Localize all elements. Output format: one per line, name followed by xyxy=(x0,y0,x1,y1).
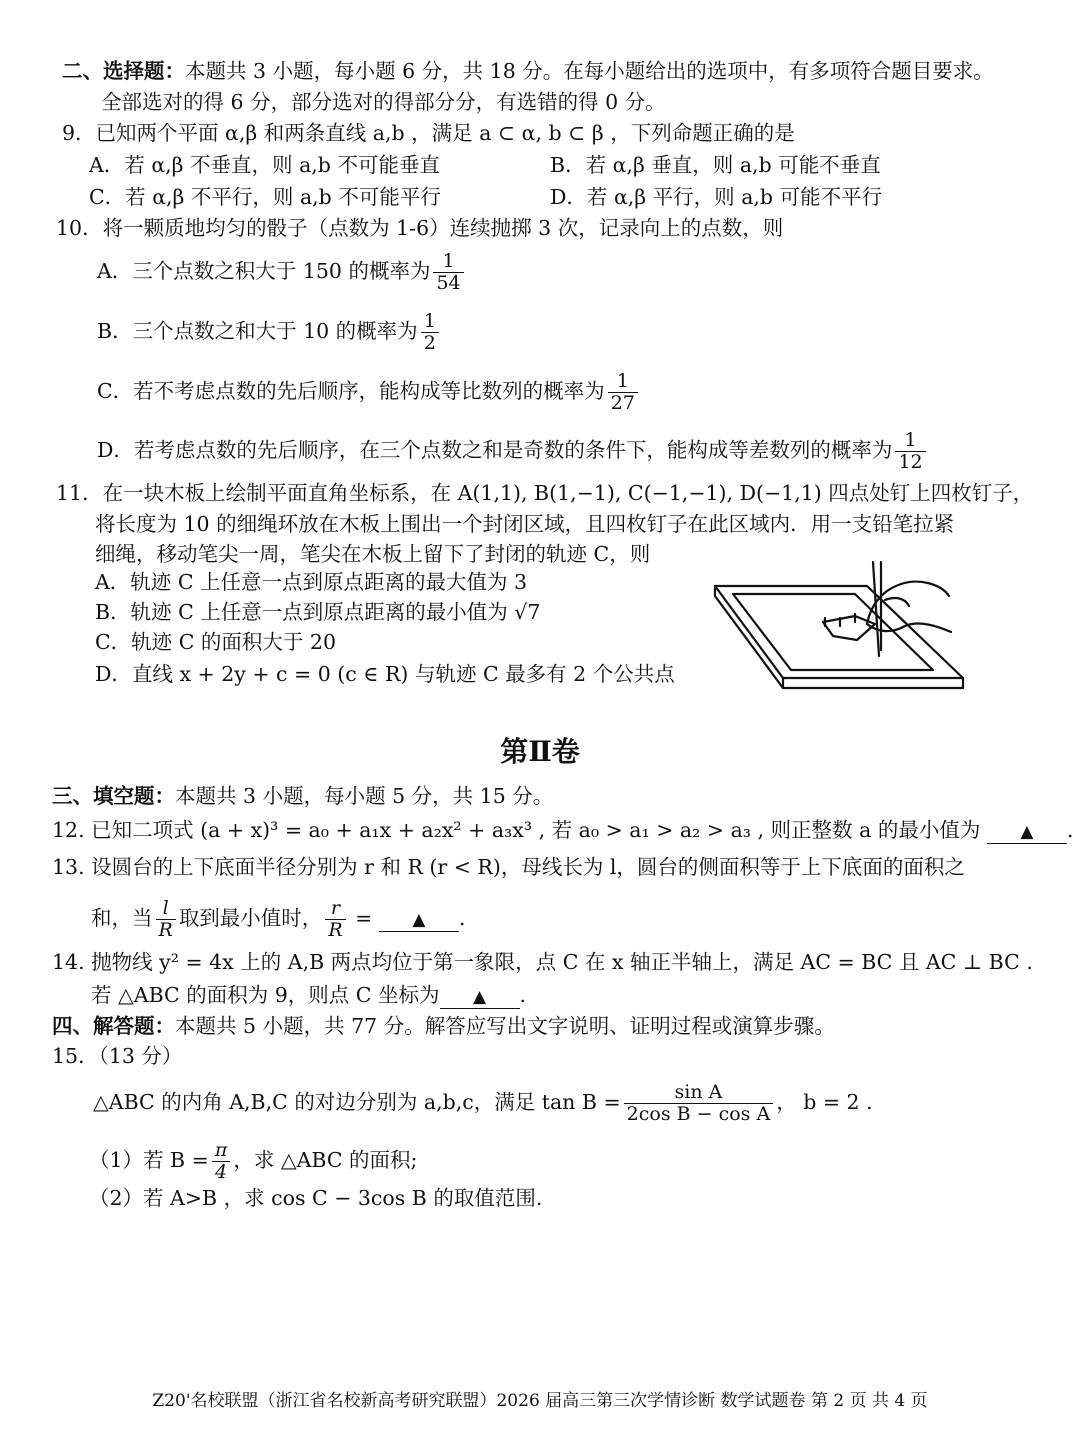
section-4-title: 四、解答题： xyxy=(52,1014,175,1038)
q12-end: . xyxy=(1066,818,1074,842)
fraction-denominator: 4 xyxy=(215,1161,228,1183)
fraction-denominator: R xyxy=(328,919,343,941)
q10-option-a-fraction xyxy=(433,251,463,294)
fraction-denominator: R xyxy=(158,919,173,941)
section-2-intro: 本题共 3 小题，每小题 6 分，共 18 分。在每小题给出的选项中，有多项符合题目要求。 xyxy=(185,59,994,83)
fraction-numerator: 1 xyxy=(421,311,439,333)
q9-stem: 9．已知两个平面 α,β 和两条直线 a,b ，满足 a ⊂ α, b ⊂ β ，下列命题正确的是 xyxy=(62,121,795,145)
fraction-numerator: 1 xyxy=(895,430,925,452)
q13-text-a: 和，当 xyxy=(91,906,153,930)
q10-stem: 10．将一颗质地均匀的骰子（点数为 1-6）连续抛掷 3 次，记录向上的点数，则 xyxy=(56,216,784,240)
fraction-numerator: π xyxy=(212,1140,231,1162)
q11-stem-3: 细绳，移动笔尖一周，笔尖在木板上留下了封闭的轨迹 C，则 xyxy=(95,542,651,566)
nail-string-trace xyxy=(823,614,875,640)
q13-line-1: 13. 设圆台的上下底面半径分别为 r 和 R (r < R)，母线长为 l，圆台的侧面积等于上下底面的面积之 xyxy=(52,855,965,879)
fraction-denominator: 27 xyxy=(610,392,635,414)
part-2-title: 第Ⅱ卷 xyxy=(500,735,580,768)
q10-option-c-fraction xyxy=(608,371,638,414)
q10-option-b xyxy=(97,311,442,354)
q13-text-b: 取到最小值时， xyxy=(178,906,323,930)
q10-option-a-text: A．三个点数之积大于 150 的概率为 xyxy=(97,259,431,283)
q10-option-b-fraction xyxy=(421,311,439,354)
section-3-title: 三、填空题： xyxy=(52,784,175,808)
fraction-denominator: 12 xyxy=(898,451,923,473)
q9-option-c: C．若 α,β 不平行，则 a,b 不可能平行 xyxy=(89,185,441,209)
q10-option-c xyxy=(97,371,641,414)
q11-option-d: D．直线 x + 2y + c = 0 (c ∈ R) 与轨迹 C 最多有 2 个公共点 xyxy=(95,662,675,686)
q13-equals: = xyxy=(355,906,373,930)
fraction-denominator: 2cos B − cos A xyxy=(626,1103,771,1125)
fraction-numerator: r xyxy=(325,898,345,920)
q11-option-b: B．轨迹 C 上任意一点到原点距离的最小值为 √7 xyxy=(95,600,541,624)
q13-line-2 xyxy=(91,898,465,941)
q12-answer-blank xyxy=(987,819,1067,844)
section-2-heading xyxy=(62,57,994,85)
q15-angle-fraction xyxy=(212,1140,231,1183)
q13-end: . xyxy=(458,906,466,930)
q10-option-d xyxy=(97,430,929,473)
blank-marker: ▲ xyxy=(472,987,487,1007)
q11-option-a: A．轨迹 C 上任意一点到原点距离的最大值为 3 xyxy=(95,570,528,594)
q15-stem-condition: ， b = 2 . xyxy=(776,1090,873,1114)
fraction-numerator: sin A xyxy=(624,1082,774,1104)
fraction-denominator: 2 xyxy=(423,332,436,354)
q15-stem-text: △ABC 的内角 A,B,C 的对边分别为 a,b,c，满足 tan B = xyxy=(93,1090,621,1114)
q10-option-a xyxy=(97,251,467,294)
pencil-hand xyxy=(867,562,951,656)
q11-stem-1: 11．在一块木板上绘制平面直角坐标系，在 A(1,1), B(1,−1), C(−1,−1), D(−1,1) 四点处钉上四枚钉子， xyxy=(56,481,1034,505)
q9-option-d: D．若 α,β 平行，则 a,b 可能不平行 xyxy=(550,185,883,209)
section-2-intro-2: 全部选对的得 6 分，部分选对的得部分分，有选错的得 0 分。 xyxy=(101,90,666,114)
q10-option-c-text: C．若不考虑点数的先后顺序，能构成等比数列的概率为 xyxy=(97,379,605,403)
q9-option-a: A．若 α,β 不垂直，则 a,b 不可能垂直 xyxy=(89,153,440,177)
q14-answer-blank xyxy=(440,984,520,1009)
q13-answer-blank xyxy=(379,907,459,932)
q15-part-1-text-b: ，求 △ABC 的面积; xyxy=(233,1148,418,1172)
q15-part-1-text-a: （1）若 B = xyxy=(89,1148,209,1172)
q10-option-d-fraction xyxy=(895,430,925,473)
q14-end: . xyxy=(519,983,527,1007)
q12 xyxy=(52,816,1073,844)
blank-marker: ▲ xyxy=(412,910,426,930)
q15-heading: 15．（13 分） xyxy=(52,1044,183,1068)
q15-part-1 xyxy=(89,1140,417,1183)
q12-text: 12. 已知二项式 (a + x)³ = a₀ + a₁x + a₂x² + a₃x³ , 若 a₀ > a₁ > a₂ > a₃ , 则正整数 a 的最小值为 xyxy=(52,818,981,842)
section-3-intro: 本题共 3 小题，每小题 5 分，共 15 分。 xyxy=(175,784,554,808)
page-footer: Z20'名校联盟（浙江省名校新高考研究联盟）2026 届高三第三次学情诊断 数学试题卷 第 2 页 共 4 页 xyxy=(152,1391,928,1411)
q11-stem-2: 将长度为 10 的细绳环放在木板上围出一个封闭区域，且四枚钉子在此区域内．用一支铅笔拉紧 xyxy=(95,512,955,536)
board-pencil-illustration xyxy=(705,560,975,708)
fraction-numerator: l xyxy=(156,898,176,920)
q11-option-c: C．轨迹 C 的面积大于 20 xyxy=(95,630,337,654)
q15-part-2: （2）若 A>B ，求 cos C − 3cos B 的取值范围. xyxy=(89,1186,543,1210)
section-3-heading xyxy=(52,782,553,810)
blank-marker: ▲ xyxy=(1020,822,1034,842)
section-4-heading xyxy=(52,1012,835,1040)
q9-option-b: B．若 α,β 垂直，则 a,b 可能不垂直 xyxy=(550,153,881,177)
q14-line-2 xyxy=(91,981,526,1009)
q10-option-b-text: B．三个点数之和大于 10 的概率为 xyxy=(97,319,418,343)
q10-option-d-text: D．若考虑点数的先后顺序，在三个点数之和是奇数的条件下，能构成等差数列的概率为 xyxy=(97,438,893,462)
q14-text: 若 △ABC 的面积为 9，则点 C 坐标为 xyxy=(91,983,440,1007)
fraction-numerator: 1 xyxy=(608,371,638,393)
q13-ratio-l-over-r xyxy=(156,898,176,941)
section-4-intro: 本题共 5 小题，共 77 分。解答应写出文字说明、证明过程或演算步骤。 xyxy=(175,1014,835,1038)
section-2-title: 二、选择题： xyxy=(62,59,185,83)
fraction-numerator: 1 xyxy=(433,251,463,273)
q14-line-1: 14. 抛物线 y² = 4x 上的 A,B 两点均位于第一象限，点 C 在 x 轴正半轴上，满足 AC = BC 且 AC ⊥ BC . xyxy=(52,950,1033,974)
q15-stem xyxy=(93,1082,873,1125)
q15-tan-b-fraction xyxy=(624,1082,774,1125)
fraction-denominator: 54 xyxy=(436,272,461,294)
q13-ratio-r-over-r xyxy=(325,898,345,941)
